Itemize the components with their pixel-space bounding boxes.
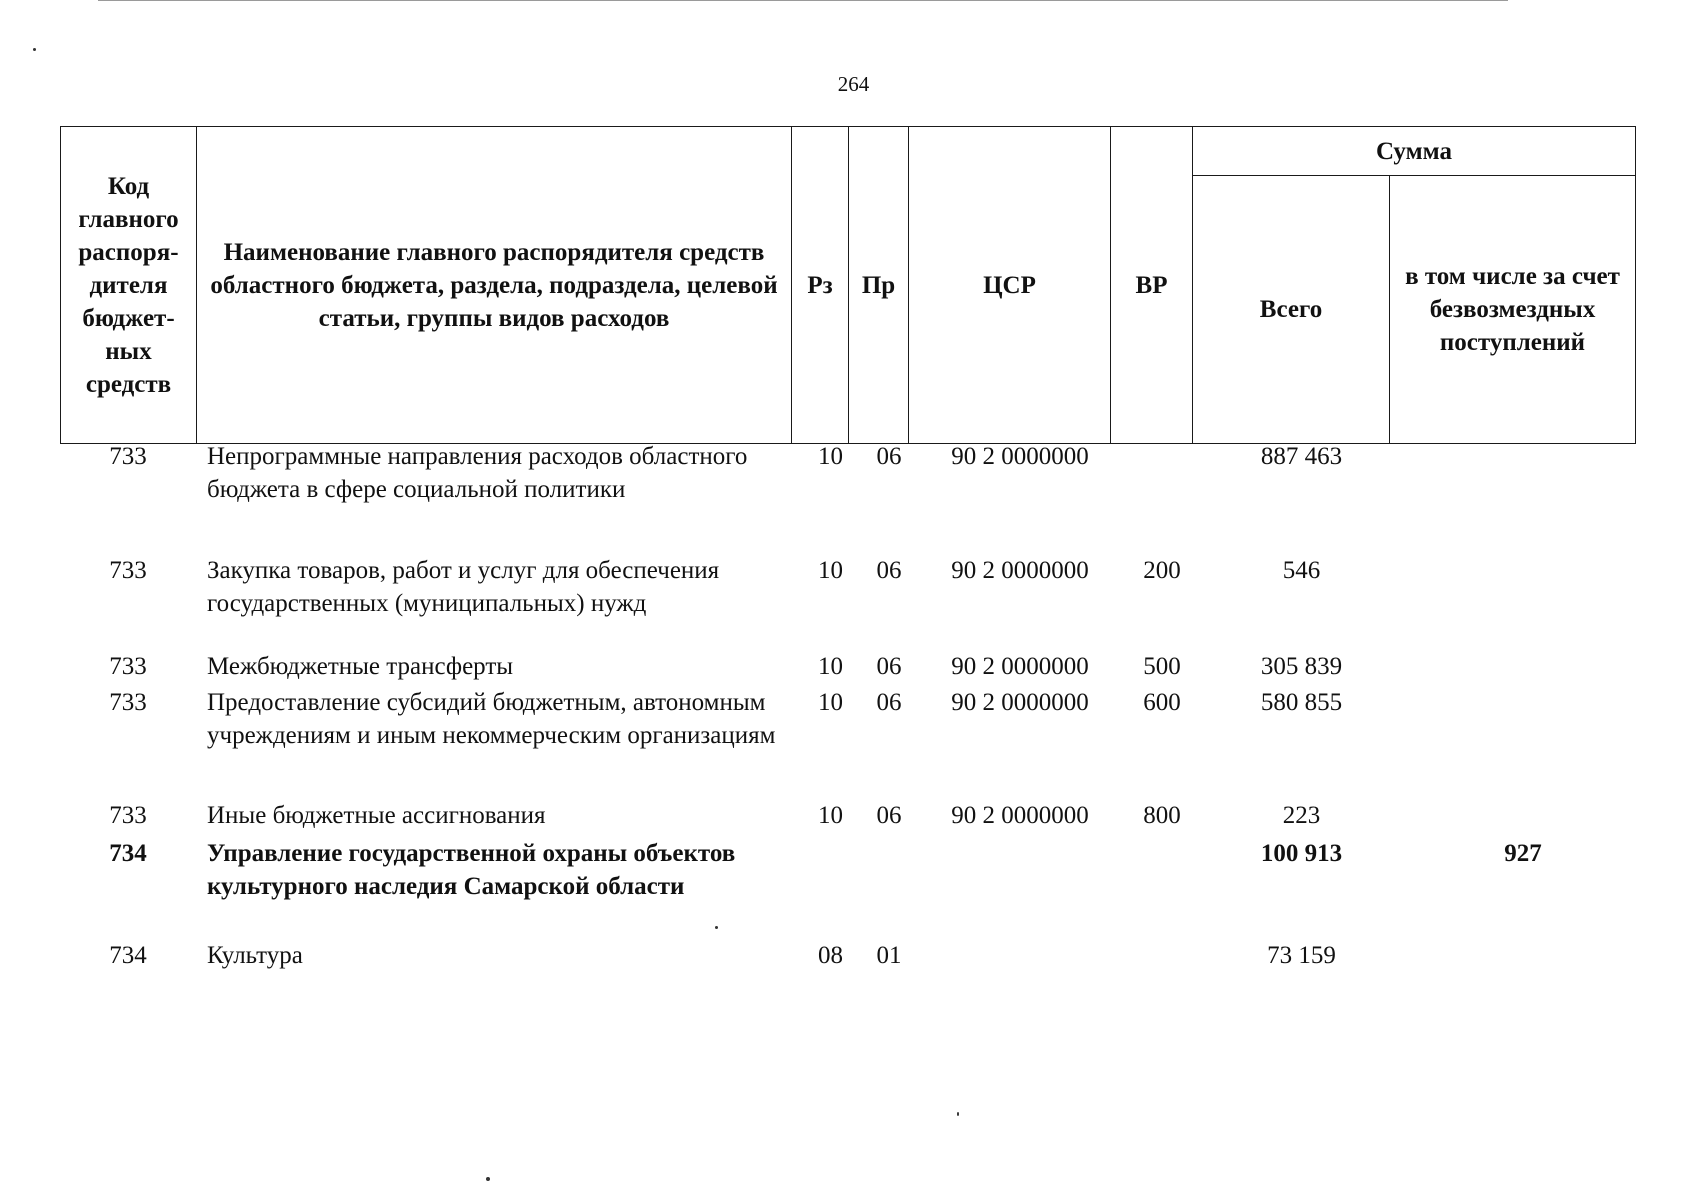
scan-speck <box>715 926 718 929</box>
row-free <box>1400 440 1646 554</box>
row-rz <box>802 837 859 939</box>
row-pr: 06 <box>876 689 902 716</box>
header-csr: ЦСР <box>909 127 1111 444</box>
row-free <box>1400 650 1646 686</box>
row-rz: 10 <box>818 443 843 470</box>
row-free <box>1400 686 1646 799</box>
row-rz: 08 <box>818 942 843 969</box>
row-vr <box>1121 440 1203 554</box>
row-csr <box>919 837 1121 939</box>
row-code: 734 <box>109 840 147 867</box>
row-free <box>1400 554 1646 650</box>
row-vr: 600 <box>1143 689 1181 716</box>
table-row <box>60 440 1646 554</box>
header-name: Наименование главного распорядителя средств областного бюджета, раздела, подраздела, целевой статьи, группы видов расходов <box>197 127 792 444</box>
scan-speck <box>486 1177 490 1181</box>
row-total: 305 839 <box>1260 653 1343 680</box>
row-name: Иные бюджетные ассигнования <box>207 802 546 829</box>
row-rz: 10 <box>818 689 843 716</box>
row-pr: 06 <box>876 557 902 584</box>
row-free <box>1400 939 1646 979</box>
header-code: Код главного распоря-дителя бюджет-ных средств <box>61 127 197 444</box>
header-rz: Рз <box>792 127 849 444</box>
row-name: Управление государственной охраны объектов культурного наследия Самарской области <box>207 840 736 900</box>
header-vr: ВР <box>1111 127 1193 444</box>
row-pr: 06 <box>876 653 902 680</box>
row-name: Закупка товаров, работ и услуг для обеспечения государственных (муниципальных) нужд <box>207 557 720 617</box>
header-free: в том числе за счет безвозмездных поступлений <box>1390 176 1636 444</box>
row-code: 733 <box>109 689 147 716</box>
row-code: 734 <box>109 942 147 969</box>
row-name: Культура <box>207 942 303 969</box>
row-total: 546 <box>1282 557 1321 584</box>
table-body <box>60 440 1646 979</box>
row-vr <box>1121 939 1203 979</box>
scan-speck <box>33 48 36 51</box>
row-pr: 01 <box>876 942 902 969</box>
scan-speck <box>957 1112 959 1116</box>
row-total: 580 855 <box>1260 689 1343 716</box>
table-row <box>60 837 1646 939</box>
table-row <box>60 650 1646 686</box>
row-csr: 90 2 0000000 <box>951 802 1089 829</box>
row-vr: 500 <box>1143 653 1181 680</box>
row-name: Межбюджетные трансферты <box>207 653 514 680</box>
row-csr: 90 2 0000000 <box>951 689 1089 716</box>
table-row <box>60 686 1646 799</box>
row-vr: 200 <box>1143 557 1181 584</box>
row-free: 927 <box>1504 840 1542 867</box>
header-pr: Пр <box>849 127 909 444</box>
row-code: 733 <box>109 557 147 584</box>
row-pr: 06 <box>876 443 902 470</box>
row-pr <box>859 837 919 939</box>
row-rz: 10 <box>818 653 843 680</box>
row-name: Предоставление субсидий бюджетным, автономным учреждениям и иным некоммерческим организациям <box>207 689 776 749</box>
row-csr: 90 2 0000000 <box>951 557 1089 584</box>
row-total: 223 <box>1282 802 1321 829</box>
row-vr <box>1121 837 1203 939</box>
row-code: 733 <box>109 653 147 680</box>
row-rz: 10 <box>818 557 843 584</box>
row-code: 733 <box>109 443 147 470</box>
header-total: Всего <box>1193 176 1390 444</box>
row-free <box>1400 799 1646 837</box>
row-pr: 06 <box>876 802 902 829</box>
row-code: 733 <box>109 802 147 829</box>
header-sum: Сумма <box>1193 127 1636 176</box>
row-total: 73 159 <box>1267 942 1336 969</box>
table-row <box>60 939 1646 979</box>
row-name: Непрограммные направления расходов областного бюджета в сфере социальной политики <box>207 443 748 503</box>
row-rz: 10 <box>818 802 843 829</box>
row-csr: 90 2 0000000 <box>951 443 1089 470</box>
page-number: 264 <box>837 72 870 96</box>
table-row <box>60 554 1646 650</box>
table-row <box>60 799 1646 837</box>
scan-top-edge <box>98 0 1508 1</box>
row-vr: 800 <box>1143 802 1181 829</box>
table-header <box>60 126 1636 444</box>
row-total: 887 463 <box>1260 443 1343 470</box>
row-csr: 90 2 0000000 <box>951 653 1089 680</box>
row-csr <box>919 939 1121 979</box>
row-total: 100 913 <box>1260 840 1343 867</box>
